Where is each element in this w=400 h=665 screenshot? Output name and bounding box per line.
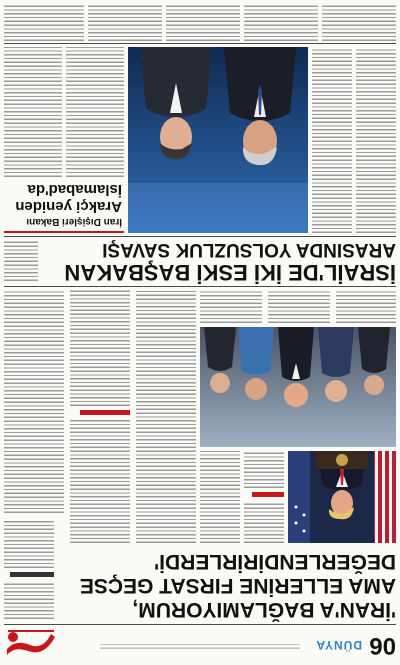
iran-fm-headline-line: Arakçi yeniden xyxy=(15,198,122,215)
iran-fm-headline xyxy=(15,181,122,228)
main-article-photo-image xyxy=(288,451,396,543)
page-header xyxy=(0,625,400,665)
footer-rule xyxy=(4,43,396,44)
body-text-column xyxy=(200,451,240,543)
body-text-column xyxy=(166,3,240,41)
main-headline xyxy=(80,549,396,621)
body-text-column xyxy=(66,47,124,177)
iran-fm-headline-line: İslamabad'da xyxy=(27,181,122,198)
iran-fm-headline-box xyxy=(4,181,124,233)
section-rule xyxy=(4,236,396,237)
body-text-column xyxy=(88,3,162,41)
flag-left xyxy=(374,451,396,543)
body-text-column xyxy=(322,3,396,41)
header-dateline xyxy=(100,644,300,649)
israel-article-photo-image xyxy=(128,47,308,233)
side-text-column xyxy=(4,581,54,619)
backdrop-panel xyxy=(128,183,308,233)
main-article-photo xyxy=(288,451,396,543)
body-text-column xyxy=(70,289,130,406)
body-text-column xyxy=(200,289,262,323)
body-text-column xyxy=(312,47,352,233)
israel-headline-line: İSRAİL'DE İKİ ESKİ BAŞBAKAN xyxy=(64,260,396,285)
iran-fm-headline-line: İran Dışişleri Bakanı xyxy=(26,216,122,227)
body-text-column xyxy=(70,419,130,543)
body-text-column xyxy=(244,3,318,41)
israel-headline-line: ARASINDA YOLSUZLUK SAVAŞI xyxy=(102,239,396,260)
body-text-column xyxy=(136,289,196,543)
body-text-column xyxy=(244,501,284,543)
body-text-column xyxy=(4,241,38,281)
body-text-column xyxy=(4,289,64,513)
page-number: 06 xyxy=(369,632,396,659)
body-text-column xyxy=(268,289,330,323)
main-headline-line: 'İRAN'A BAĞLAMIYORUM, xyxy=(132,598,396,621)
group-photo xyxy=(200,327,396,447)
body-text-column xyxy=(336,289,396,323)
section-rule xyxy=(4,286,396,287)
flag-right xyxy=(288,451,310,543)
side-column-subhead xyxy=(10,572,54,577)
podium xyxy=(316,451,368,469)
body-text-column xyxy=(4,3,84,41)
group-photo-image xyxy=(200,327,396,447)
logo-underline xyxy=(8,630,54,632)
logo-mark xyxy=(4,629,58,661)
red-subhead xyxy=(252,492,284,497)
side-text-column xyxy=(4,519,54,568)
newspaper-logo-icon xyxy=(4,629,58,661)
body-text-column xyxy=(356,47,396,233)
main-headline-line: AMA ELLERİNE FIRSAT GEÇSE xyxy=(79,574,396,597)
logo-dot xyxy=(8,632,18,642)
body-text-column xyxy=(244,451,284,488)
israel-article-photo xyxy=(128,47,308,233)
israel-headline xyxy=(64,238,396,284)
body-text-column xyxy=(4,47,62,177)
section-label: DÜNYA xyxy=(315,638,362,652)
red-subhead xyxy=(80,410,130,415)
header-rule xyxy=(4,624,396,625)
main-headline-line: DEĞERLENDİRİRLERDİ' xyxy=(154,550,396,573)
